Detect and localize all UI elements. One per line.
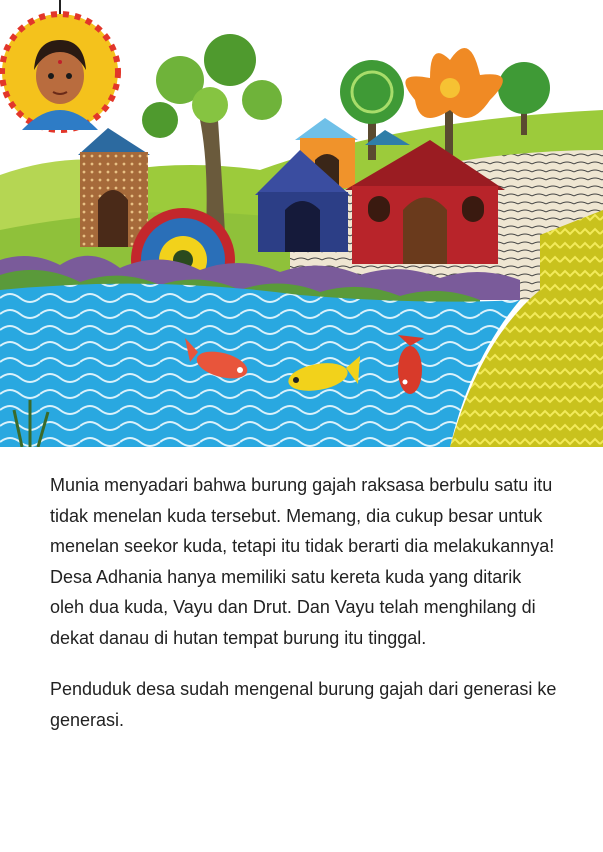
blue-house — [255, 118, 358, 252]
paragraph-2: Penduduk desa sudah mengenal burung gajah dari generasi ke generasi. — [50, 679, 557, 730]
story-text — [50, 470, 560, 756]
munia-portrait — [2, 0, 118, 130]
paragraph-1: Munia menyadari bahwa burung gajah raksasa berbulu satu itu tidak menelan kuda tersebut. Memang, dia cukup besar untuk menelan seekor kuda, tetapi itu tidak berarti dia melakukannya! Desa Adhania hanya memiliki satu kereta kuda yang ditarik oleh dua kuda, Vayu dan Drut. Dan Vayu telah menghilang di dekat danau di hutan tempat burung itu tinggal. — [50, 475, 555, 648]
river — [0, 284, 520, 447]
brown-house — [78, 128, 150, 247]
